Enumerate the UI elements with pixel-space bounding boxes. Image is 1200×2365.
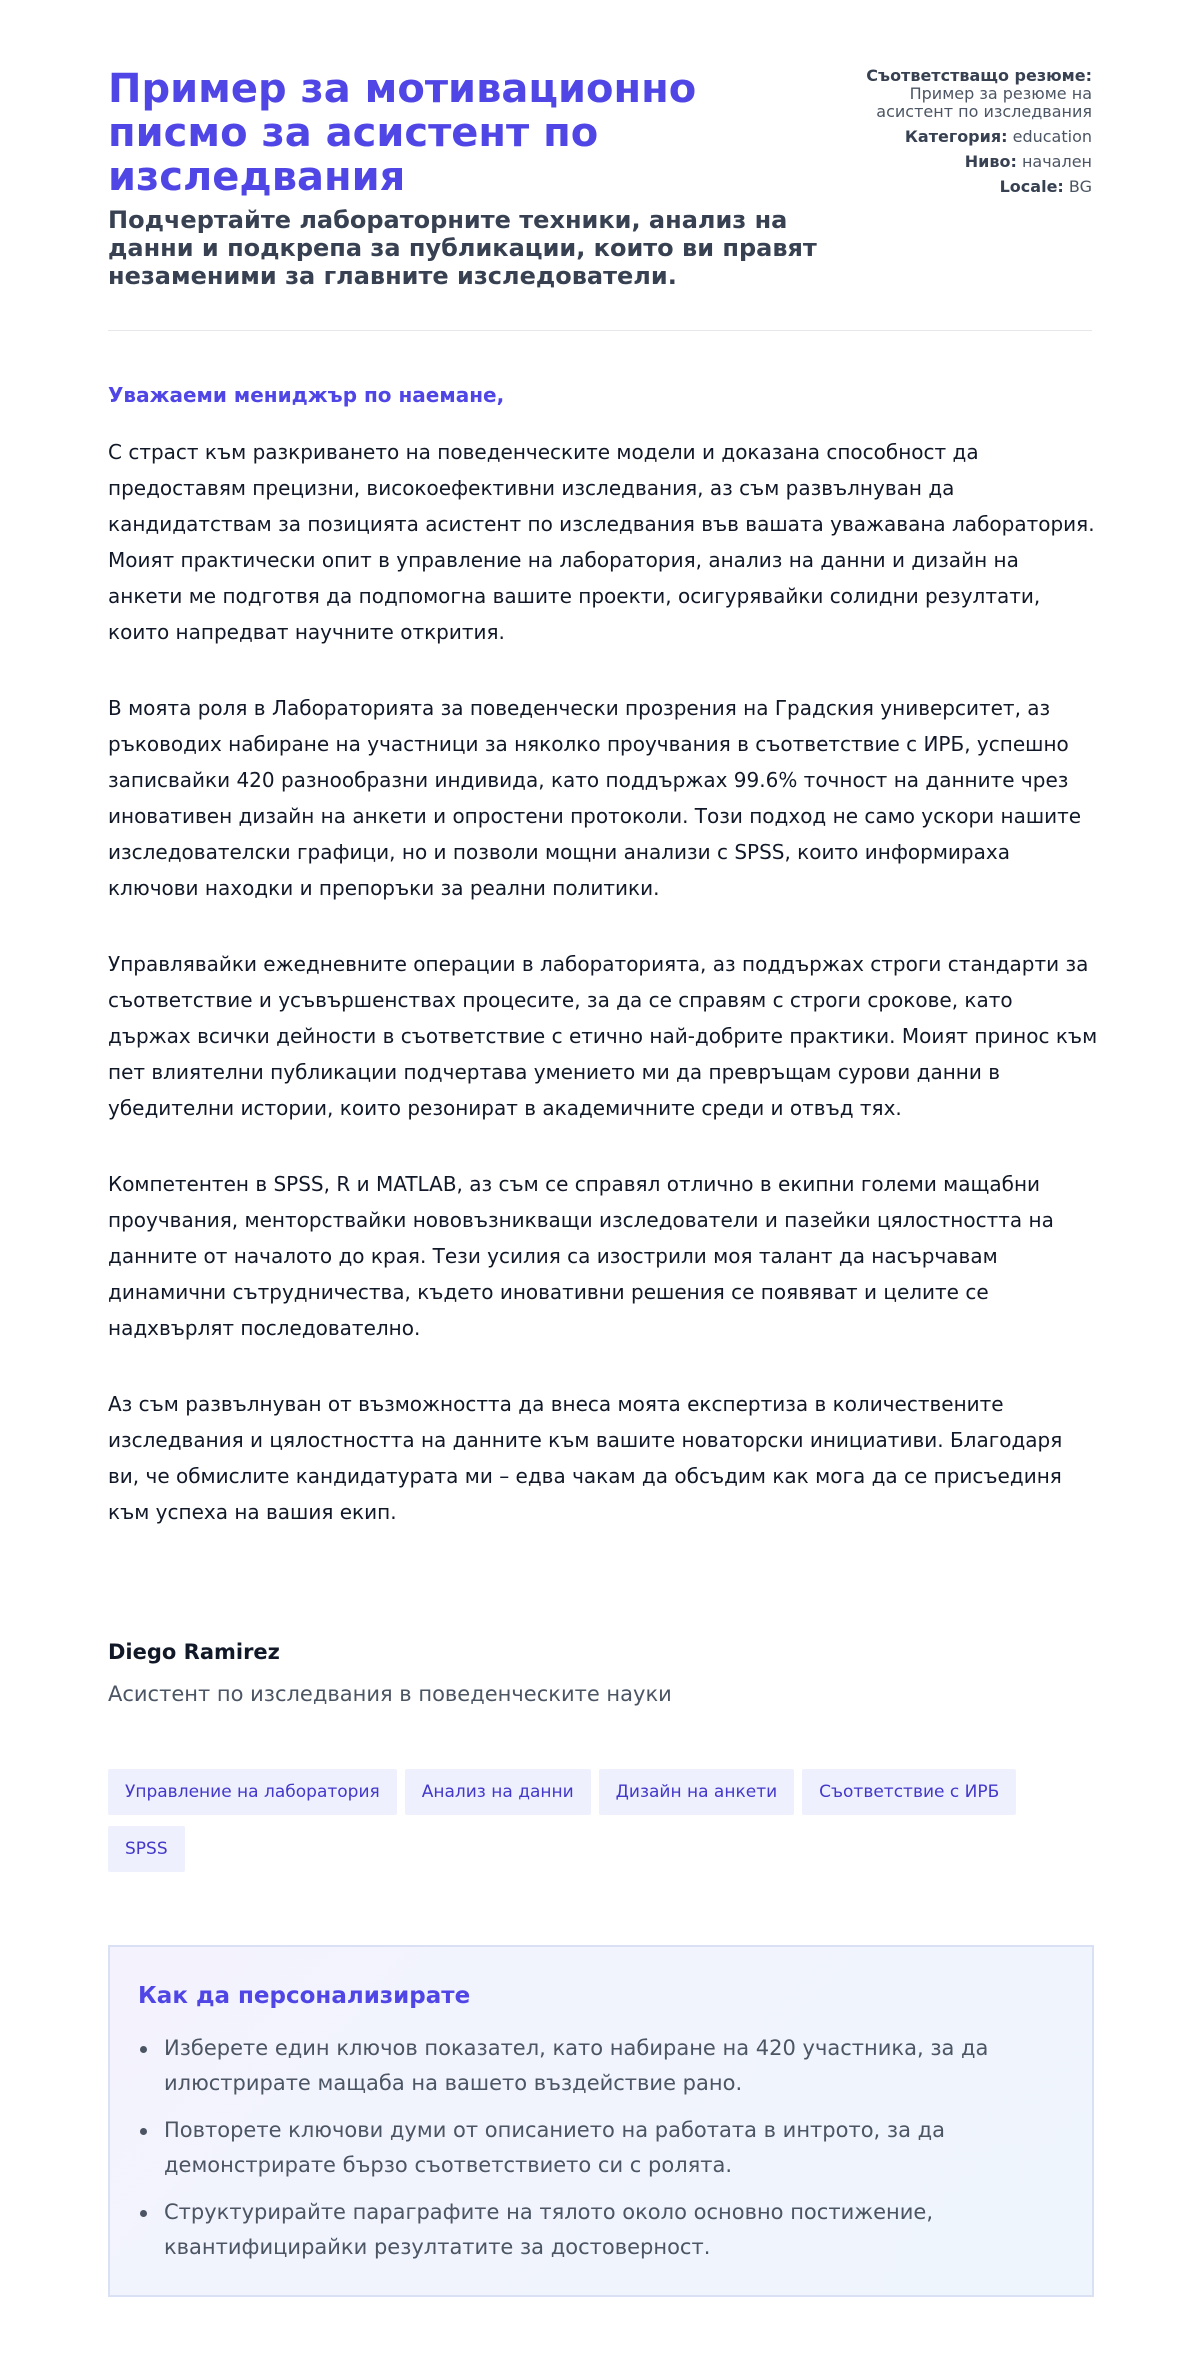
meta-locale <box>862 178 1092 196</box>
page-title: Пример за мотивационно писмо за асистент по изследвания <box>108 66 697 200</box>
meta-category-label: Категория: <box>904 127 1008 146</box>
meta-level <box>862 153 1092 171</box>
bullet-icon <box>140 2210 147 2217</box>
tips-item <box>138 2031 1038 2101</box>
meta-category <box>862 128 1092 146</box>
bullet-icon <box>140 2128 147 2135</box>
meta-locale-label: Locale: <box>999 177 1064 196</box>
tips-item <box>138 2195 1038 2265</box>
letter-greeting: Уважаеми мениджър по наемане, <box>108 383 505 407</box>
page-subtitle: Подчертайте лабораторните техники, анализ на данни и подкрепа за публикации, които ви правят незаменими за главните изследователи. <box>108 206 817 290</box>
meta-level-value: начален <box>1021 152 1092 171</box>
letter-paragraph: Управлявайки ежедневните операции в лабораторията, аз поддържах строги стандарти за съответствие и усъвършенствах процесите, за да се справям с строги срокове, като държах всички дейности в съответствие с етично най-добрите практики. Моият принос към пет влиятелни публикации подчертава умението ми да превръщам сурови данни в убедителни истории, които резонират в академичните среди и отвъд тях. <box>108 952 1098 1120</box>
skill-tags <box>108 1769 1098 1883</box>
tips-item-text: Изберете един ключов показател, като набиране на 420 участника, за да илюстрирате мащаба на вашето въздействие рано. <box>164 2036 989 2095</box>
signature-name: Diego Ramirez <box>108 1640 280 1664</box>
meta-level-label: Ниво: <box>964 152 1017 171</box>
meta-panel <box>862 67 1092 203</box>
skill-tag: Анализ на данни <box>405 1769 591 1815</box>
letter-body <box>108 434 1098 1570</box>
meta-category-value: education <box>1012 127 1092 146</box>
skill-tag: SPSS <box>108 1826 185 1872</box>
signature-role: Асистент по изследвания в поведенческите науки <box>108 1682 672 1706</box>
customization-tips-box <box>108 1945 1094 2297</box>
meta-resume-value: Пример за резюме на асистент по изследвания <box>876 84 1092 121</box>
page-header <box>108 0 1092 331</box>
tips-title: Как да персонализирате <box>138 1983 471 2009</box>
skill-tag: Съответствие с ИРБ <box>802 1769 1016 1815</box>
skill-tag: Дизайн на анкети <box>599 1769 795 1815</box>
tips-item-text: Повторете ключови думи от описанието на работата в интрото, за да демонстрирате бързо съответствието си с ролята. <box>164 2118 945 2177</box>
letter-paragraph: В моята роля в Лабораторията за поведенчески прозрения на Градския университет, аз ръководих набиране на участници за няколко проучвания в съответствие с ИРБ, успешно записвайки 420 разнообразни индивида, като поддържах 99.6% точност на данните чрез иновативен дизайн на анкети и опростени протоколи. Този подход не само ускори нашите изследователски графици, но и позволи мощни анализи с SPSS, които информираха ключови находки и препоръки за реални политики. <box>108 696 1082 900</box>
bullet-icon <box>140 2046 147 2053</box>
skill-tag: Управление на лаборатория <box>108 1769 397 1815</box>
letter-paragraph: Компетентен в SPSS, R и MATLAB, аз съм се справял отлично в екипни големи мащабни проучвания, менторствайки нововъзникващи изследователи и пазейки цялостността на данните от началото до края. Тези усилия са изострили моя талант да насърчавам динамични сътрудничества, където иновативни решения се появяват и целите се надхвърлят последователно. <box>108 1172 1054 1340</box>
letter-paragraph: С страст към разкриването на поведенческите модели и доказана способност да предоставям прецизни, високоефективни изследвания, аз съм развълнуван да кандидатствам за позицията асистент по изследвания във вашата уважавана лаборатория. Моият практически опит в управление на лаборатория, анализ на данни и дизайн на анкети ме подготвя да подпомогна вашите проекти, осигурявайки солидни резултати, които напредват научните открития. <box>108 440 1095 644</box>
meta-locale-value: BG <box>1068 177 1092 196</box>
tips-item <box>138 2113 1038 2183</box>
tips-item-text: Структурирайте параграфите на тялото около основно постижение, квантифицирайки резултатите за достоверност. <box>164 2200 934 2259</box>
meta-resume <box>862 67 1092 121</box>
meta-resume-label: Съответстващо резюме: <box>866 66 1092 85</box>
tips-list <box>138 2031 1038 2277</box>
letter-paragraph: Аз съм развълнуван от възможността да внеса моята експертиза в количествените изследвания и цялостността на данните към вашите новаторски инициативи. Благодаря ви, че обмислите кандидатурата ми – едва чакам да обсъдим как мога да се присъединя към успеха на вашия екип. <box>108 1392 1063 1524</box>
